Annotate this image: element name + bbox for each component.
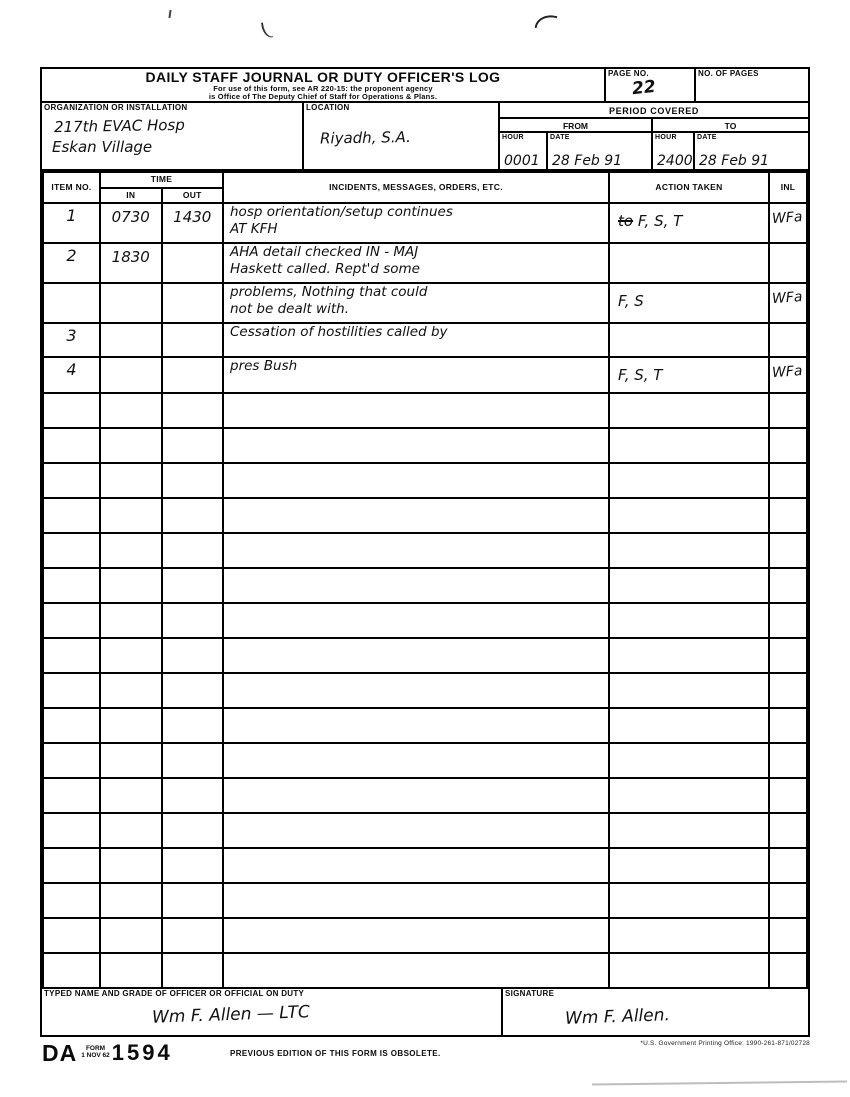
cell-initials [769, 323, 807, 357]
cell-time-out [162, 568, 224, 603]
cell-action-taken [609, 813, 769, 848]
gpo-note: *U.S. Government Printing Office: 1990-261-871/02728 [640, 1040, 810, 1047]
cell-time-in [100, 323, 162, 357]
cell-time-out [162, 603, 224, 638]
cell-incidents [223, 603, 609, 638]
cell-item-no [43, 357, 100, 393]
cell-item-no [43, 778, 100, 813]
header-time-out: OUT [162, 188, 224, 203]
table-row [43, 203, 807, 243]
action-text: F, S, T [637, 212, 683, 230]
cell-initials [769, 283, 807, 323]
action-text: F, S [618, 292, 644, 310]
cell-time-in [100, 393, 162, 428]
cell-time-out [162, 393, 224, 428]
da-text: DA [42, 1040, 78, 1066]
cell-incidents [223, 953, 609, 988]
incident-text-line: Haskett called. Rept'd some [230, 260, 420, 277]
cell-time-in [100, 638, 162, 673]
cell-action-taken [609, 708, 769, 743]
action-taken-value [610, 292, 768, 310]
organization-value-line1: 217th EVAC Hosp [53, 115, 185, 136]
table-row-empty [43, 638, 807, 673]
cell-incidents [223, 283, 609, 323]
cell-time-in [100, 743, 162, 778]
action-taken-value [610, 212, 768, 230]
cell-action-taken [609, 463, 769, 498]
to-date-label: DATE [697, 134, 717, 142]
incident-text-line: Cessation of hostilities called by [230, 324, 448, 340]
cell-time-in [100, 203, 162, 243]
table-row-empty [43, 568, 807, 603]
cell-time-in [100, 848, 162, 883]
cell-time-in [100, 533, 162, 568]
cell-action-taken [609, 743, 769, 778]
cell-time-in [100, 883, 162, 918]
cell-action-taken [609, 323, 769, 357]
to-hour-cell [653, 133, 695, 169]
time-in-value: 0730 [111, 208, 150, 226]
table-row-empty [43, 848, 807, 883]
log-table [42, 171, 808, 989]
cell-item-no [43, 463, 100, 498]
signature-label: SIGNATURE [505, 989, 555, 998]
scan-artifact [261, 21, 273, 38]
cell-incidents [223, 813, 609, 848]
cell-action-taken [609, 603, 769, 638]
cell-incidents [223, 708, 609, 743]
organization-label: ORGANIZATION OR INSTALLATION [44, 103, 188, 112]
incident-text-line: AT KFH [230, 220, 278, 237]
cell-time-out [162, 848, 224, 883]
cell-action-taken [609, 357, 769, 393]
cell-incidents [223, 778, 609, 813]
cell-time-in [100, 357, 162, 393]
table-row-empty [43, 463, 807, 498]
table-row-empty [43, 428, 807, 463]
initials-value: WFa [771, 363, 804, 382]
log-table-body [43, 203, 807, 988]
cell-time-in [100, 463, 162, 498]
cell-item-no [43, 323, 100, 357]
cell-time-out [162, 463, 224, 498]
to-date-value: 28 Feb 91 [699, 153, 770, 169]
header-time: TIME [100, 172, 223, 188]
form-number: 1594 [111, 1040, 173, 1065]
table-row-empty [43, 498, 807, 533]
cell-item-no [43, 673, 100, 708]
cell-time-in [100, 918, 162, 953]
cell-action-taken [609, 283, 769, 323]
cell-time-out [162, 357, 224, 393]
from-to-row [500, 119, 808, 134]
table-row [43, 243, 807, 283]
cell-action-taken [609, 673, 769, 708]
cell-initials [769, 243, 807, 283]
cell-item-no [43, 813, 100, 848]
incident-text-line: hosp orientation/setup continues [230, 204, 453, 220]
cell-time-out [162, 498, 224, 533]
cell-action-taken [609, 203, 769, 243]
cell-item-no [43, 883, 100, 918]
cell-action-taken [609, 778, 769, 813]
from-date-label: DATE [550, 134, 570, 142]
table-row-empty [43, 918, 807, 953]
cell-initials [769, 953, 807, 988]
table-row-empty [43, 883, 807, 918]
table-row [43, 283, 807, 323]
cell-initials [769, 463, 807, 498]
incident-text-line: problems, Nothing that could [230, 284, 428, 300]
hour-date-row [500, 133, 808, 169]
cell-incidents [223, 463, 609, 498]
form-subtitle-line1: For use of this form, see AR 220-15: the proponent agency [213, 83, 433, 93]
da-form-1594 [40, 67, 810, 1037]
cell-initials [769, 603, 807, 638]
cell-item-no [43, 918, 100, 953]
cell-time-out [162, 673, 224, 708]
cell-action-taken [609, 243, 769, 283]
cell-time-out [162, 243, 224, 283]
cell-incidents [223, 428, 609, 463]
cell-item-no [43, 953, 100, 988]
incident-text-line: not be dealt with. [230, 300, 349, 317]
table-row-empty [43, 813, 807, 848]
table-row [43, 323, 807, 357]
page-no-value: 22 [631, 76, 657, 100]
cell-item-no [43, 603, 100, 638]
header-incidents: INCIDENTS, MESSAGES, ORDERS, ETC. [223, 172, 609, 203]
initials-value: WFa [771, 209, 804, 228]
form-subtitle-line2: is Office of The Deputy Chief of Staff for Operations & Plans. [208, 92, 438, 101]
to-label: TO [724, 120, 737, 131]
cell-time-in [100, 708, 162, 743]
cell-initials [769, 533, 807, 568]
cell-time-out [162, 953, 224, 988]
cell-item-no [43, 428, 100, 463]
cell-action-taken [609, 568, 769, 603]
cell-item-no [43, 283, 100, 323]
header-action-taken: ACTION TAKEN [609, 172, 769, 203]
typed-name-value: Wm F. Allen — LTC [151, 1002, 311, 1028]
cell-time-out [162, 883, 224, 918]
to-hour-value: 2400 [657, 153, 693, 169]
item-no-value: 2 [66, 246, 77, 265]
cell-time-in [100, 283, 162, 323]
cell-initials [769, 203, 807, 243]
period-covered-label: PERIOD COVERED [500, 103, 808, 119]
from-hour-cell [500, 133, 548, 169]
no-of-pages-label: NO. OF PAGES [698, 69, 759, 78]
cell-initials [769, 673, 807, 708]
location-label: LOCATION [306, 103, 350, 112]
title-block [42, 69, 606, 101]
item-no-value: 1 [66, 206, 77, 225]
signature-box [503, 989, 808, 1035]
cell-time-out [162, 323, 224, 357]
cell-time-in [100, 778, 162, 813]
cell-initials [769, 813, 807, 848]
header-inl: INL [769, 172, 807, 203]
time-in-value: 1830 [111, 248, 150, 266]
typed-name-label: TYPED NAME AND GRADE OF OFFICER OR OFFICIAL ON DUTY [44, 989, 305, 998]
cell-item-no [43, 848, 100, 883]
cell-time-out [162, 203, 224, 243]
signature-value: Wm F. Allen. [564, 1005, 671, 1029]
cell-time-out [162, 533, 224, 568]
typed-name-box [42, 989, 503, 1035]
cell-time-in [100, 673, 162, 708]
table-row-empty [43, 953, 807, 988]
form-word: FORM [85, 1045, 106, 1052]
cell-action-taken [609, 393, 769, 428]
form-title: DAILY STAFF JOURNAL OR DUTY OFFICER'S LOG [145, 69, 501, 85]
header-item-no: ITEM NO. [43, 172, 100, 203]
cell-action-taken [609, 883, 769, 918]
org-location-period-row [42, 103, 808, 171]
action-text: F, S, T [618, 366, 663, 384]
cell-time-out [162, 638, 224, 673]
cell-item-no [43, 203, 100, 243]
cell-time-in [100, 953, 162, 988]
cell-action-taken [609, 533, 769, 568]
cell-incidents [223, 638, 609, 673]
cell-action-taken [609, 428, 769, 463]
organization-value-line2: Eskan Village [52, 137, 153, 156]
cell-time-out [162, 813, 224, 848]
cell-initials [769, 428, 807, 463]
cell-initials [769, 638, 807, 673]
cell-incidents [223, 918, 609, 953]
cell-time-in [100, 568, 162, 603]
to-hour-label: HOUR [655, 134, 677, 142]
cell-initials [769, 883, 807, 918]
period-covered-box [500, 103, 808, 169]
cell-item-no [43, 498, 100, 533]
cell-item-no [43, 568, 100, 603]
table-row-empty [43, 603, 807, 638]
cell-incidents [223, 673, 609, 708]
cell-incidents [223, 568, 609, 603]
cell-incidents [223, 243, 609, 283]
cell-incidents [223, 498, 609, 533]
incident-text-line: AHA detail checked IN - MAJ [230, 244, 419, 260]
cell-action-taken [609, 638, 769, 673]
table-row-empty [43, 673, 807, 708]
cell-incidents [223, 203, 609, 243]
item-no-value: 4 [66, 360, 77, 379]
cell-time-in [100, 603, 162, 638]
table-row [43, 357, 807, 393]
cell-time-out [162, 428, 224, 463]
cell-incidents [223, 848, 609, 883]
struck-text: to [618, 212, 634, 230]
form-date: 1 NOV 62 [81, 1052, 110, 1060]
cell-time-out [162, 708, 224, 743]
from-hour-value: 0001 [504, 153, 540, 169]
cell-item-no [43, 743, 100, 778]
cell-incidents [223, 743, 609, 778]
cell-incidents [223, 883, 609, 918]
form-number-block [42, 1040, 173, 1067]
page-no-box [606, 69, 696, 101]
cell-time-in [100, 243, 162, 283]
table-row-empty [43, 393, 807, 428]
from-date-cell [548, 133, 653, 169]
table-row-empty [43, 533, 807, 568]
title-row [42, 69, 808, 103]
cell-action-taken [609, 848, 769, 883]
from-label: FROM [500, 119, 653, 132]
cell-initials [769, 498, 807, 533]
cell-initials [769, 743, 807, 778]
table-row-empty [43, 778, 807, 813]
cell-item-no [43, 243, 100, 283]
cell-action-taken [609, 498, 769, 533]
scan-artifact [168, 10, 171, 18]
cell-initials [769, 393, 807, 428]
from-date-value: 28 Feb 91 [552, 153, 623, 169]
initials-value: WFa [771, 289, 804, 308]
cell-time-in [100, 813, 162, 848]
time-out-value: 1430 [173, 208, 212, 226]
cell-initials [769, 568, 807, 603]
item-no-value: 3 [66, 326, 77, 345]
incident-text-line: pres Bush [230, 358, 298, 374]
obsolete-note: PREVIOUS EDITION OF THIS FORM IS OBSOLETE. [230, 1049, 441, 1058]
form-word-date [81, 1045, 110, 1059]
action-taken-value [610, 366, 768, 384]
cell-action-taken [609, 953, 769, 988]
cell-time-out [162, 743, 224, 778]
scan-artifact [592, 1080, 847, 1085]
cell-item-no [43, 708, 100, 743]
cell-action-taken [609, 918, 769, 953]
signature-row [42, 989, 808, 1035]
cell-time-in [100, 498, 162, 533]
cell-time-in [100, 428, 162, 463]
from-hour-label: HOUR [502, 134, 524, 142]
organization-box [42, 103, 304, 169]
header-time-in: IN [100, 188, 162, 203]
cell-item-no [43, 393, 100, 428]
page-no-label: PAGE NO. [608, 69, 649, 78]
scan-artifact [535, 12, 558, 32]
cell-incidents [223, 393, 609, 428]
cell-initials [769, 357, 807, 393]
cell-incidents [223, 357, 609, 393]
table-row-empty [43, 708, 807, 743]
cell-incidents [223, 533, 609, 568]
table-row-empty [43, 743, 807, 778]
cell-initials [769, 848, 807, 883]
cell-time-out [162, 918, 224, 953]
to-date-cell [695, 133, 808, 169]
cell-initials [769, 918, 807, 953]
location-value: Riyadh, S.A. [319, 127, 411, 148]
cell-initials [769, 778, 807, 813]
location-box [304, 103, 500, 169]
cell-item-no [43, 638, 100, 673]
cell-time-out [162, 778, 224, 813]
cell-time-out [162, 283, 224, 323]
cell-incidents [223, 323, 609, 357]
cell-item-no [43, 533, 100, 568]
no-of-pages-box [696, 69, 808, 101]
cell-initials [769, 708, 807, 743]
